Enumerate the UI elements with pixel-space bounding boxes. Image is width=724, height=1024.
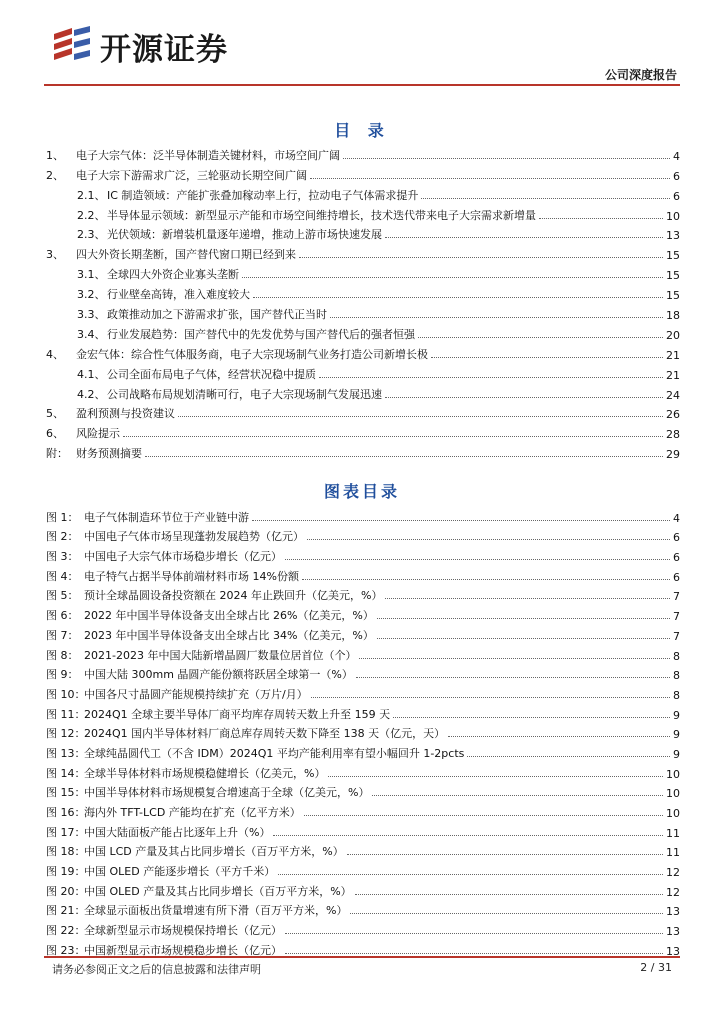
toc-text: 行业壁垒高铸，准入难度较大: [107, 288, 250, 302]
toc-entry[interactable]: [46, 262, 680, 282]
figure-text: 中国新型显示市场规模稳步增长（亿元）: [84, 943, 282, 957]
figure-entry[interactable]: [46, 505, 680, 525]
toc-page: 6: [673, 169, 680, 183]
figure-number: 图 6：: [46, 609, 79, 623]
toc-entry[interactable]: [46, 163, 680, 183]
dot-leader: [343, 158, 670, 159]
figure-page: 4: [673, 511, 680, 525]
dot-leader: [539, 218, 663, 219]
figure-text: 预计全球晶圆设备投资额在 2024 年止跌回升（亿美元，%）: [84, 589, 383, 603]
toc-text: 盈利预测与投资建议: [76, 407, 175, 421]
figures-title: 图表目录: [323, 482, 400, 501]
toc-number: 1、: [46, 148, 64, 162]
dot-leader: [178, 416, 663, 417]
figure-number: 图 7：: [46, 628, 79, 642]
dot-leader: [253, 297, 663, 298]
figure-number: 图 13：: [46, 746, 86, 760]
figure-entry[interactable]: [46, 741, 680, 761]
toc-text: 公司全面布局电子气体，经营状况稳中提质: [107, 367, 316, 381]
dot-leader: [467, 756, 670, 757]
dot-leader: [355, 894, 663, 895]
figure-page: 7: [673, 629, 680, 643]
figure-page: 11: [666, 826, 680, 840]
figure-page: 10: [666, 787, 680, 801]
toc-number: 2、: [46, 168, 64, 182]
report-type: 公司深度报告: [604, 68, 677, 82]
toc-title: 目 录: [334, 121, 390, 140]
figure-entry[interactable]: [46, 938, 680, 958]
figure-page: 13: [666, 944, 680, 958]
figure-entry[interactable]: [46, 800, 680, 820]
figure-page: 7: [673, 610, 680, 624]
figure-number: 图 9：: [46, 668, 79, 682]
toc-entry[interactable]: [46, 203, 680, 223]
figure-page: 12: [666, 866, 680, 880]
figure-page: 9: [673, 708, 680, 722]
figure-page: 13: [666, 925, 680, 939]
figure-entry[interactable]: [46, 859, 680, 879]
figure-page: 8: [673, 688, 680, 702]
toc-entry[interactable]: [46, 382, 680, 402]
toc-number: 4.2、: [77, 387, 106, 401]
figure-number: 图 1：: [46, 510, 79, 524]
figure-text: 中国大陆 300mm 晶圆产能份额将跃居全球第一（%）: [84, 668, 353, 682]
dot-leader: [328, 776, 663, 777]
toc-number: 3.3、: [77, 308, 106, 322]
toc-text: 光伏领域：新增装机量逐年递增，推动上游市场快速发展: [107, 228, 382, 242]
toc-text: IC 制造领域：产能扩张叠加稼动率上行，拉动电子气体需求提升: [107, 188, 419, 202]
figure-page: 8: [673, 669, 680, 683]
toc-page: 15: [666, 249, 680, 263]
toc-entry[interactable]: [46, 143, 680, 163]
dot-leader: [285, 559, 670, 560]
figure-text: 2024Q1 国内半导体材料厂商总库存周转天数下降至 138 天（亿元，天）: [84, 727, 446, 741]
figure-number: 图 12：: [46, 727, 86, 741]
toc-number: 3、: [46, 248, 64, 262]
dot-leader: [330, 317, 663, 318]
figure-text: 全球显示面板出货量增速有所下滑（百万平方米，%）: [84, 904, 348, 918]
figure-text: 中国电子大宗气体市场稳步增长（亿元）: [84, 550, 282, 564]
toc-number: 2.1、: [77, 188, 106, 202]
figure-number: 图 23：: [46, 943, 86, 957]
dot-leader: [242, 277, 663, 278]
dot-leader: [377, 618, 670, 619]
figure-text: 中国大陆面板产能占比逐年上升（%）: [84, 825, 271, 839]
toc-entry[interactable]: [46, 362, 680, 382]
toc-entry[interactable]: [46, 421, 680, 441]
figure-entry[interactable]: [46, 623, 680, 643]
figure-page: 9: [673, 728, 680, 742]
figure-text: 中国 OLED 产能逐步增长（平方千米）: [84, 865, 276, 879]
figure-text: 中国 LCD 产量及其占比同步增长（百万平方米，%）: [84, 845, 344, 859]
figure-page: 6: [673, 531, 680, 545]
dot-leader: [278, 874, 663, 875]
toc-page: 4: [673, 149, 680, 163]
dot-leader: [356, 677, 670, 678]
dot-leader: [372, 795, 663, 796]
figure-number: 图 14：: [46, 766, 86, 780]
figure-text: 2023 年中国半导体设备支出全球占比 34%（亿美元，%）: [84, 628, 374, 642]
dot-leader: [304, 815, 663, 816]
toc-number: 附：: [46, 447, 68, 461]
figure-number: 图 10：: [46, 687, 86, 701]
company-name: 开源证券: [100, 31, 228, 68]
figure-entry[interactable]: [46, 682, 680, 702]
toc-entry[interactable]: [46, 223, 680, 243]
page-number: 2 / 31: [640, 961, 672, 974]
figure-entry[interactable]: [46, 525, 680, 545]
figure-page: 10: [666, 807, 680, 820]
figure-entry[interactable]: [46, 781, 680, 801]
figure-text: 2022 年中国半导体设备支出全球占比 26%（亿美元，%）: [84, 609, 374, 623]
toc-page: 10: [666, 209, 680, 223]
figures-list: [46, 505, 680, 958]
dot-leader: [145, 456, 663, 457]
figure-text: 海内外 TFT-LCD 产能均在扩充（亿平方米）: [84, 806, 301, 819]
toc-number: 6、: [46, 427, 64, 441]
figure-number: 图 4：: [46, 569, 79, 583]
figure-number: 图 18：: [46, 845, 86, 859]
dot-leader: [350, 913, 663, 914]
dot-leader: [319, 377, 663, 378]
figure-number: 图 17：: [46, 825, 86, 839]
toc-entry[interactable]: [46, 441, 680, 461]
toc-number: 2.3、: [77, 228, 106, 242]
figure-text: 中国半导体材料市场规模复合增速高于全球（亿美元，%）: [84, 786, 370, 800]
toc-entry[interactable]: [46, 282, 680, 302]
figure-entry[interactable]: [46, 820, 680, 840]
dot-leader: [377, 638, 670, 639]
toc-text: 电子大宗下游需求广泛，三轮驱动长期空间广阔: [76, 168, 307, 182]
toc-number: 5、: [46, 407, 64, 421]
figure-number: 图 3：: [46, 550, 79, 564]
dot-leader: [273, 835, 663, 836]
toc-number: 3.1、: [77, 268, 106, 282]
figure-number: 图 19：: [46, 865, 86, 879]
figure-page: 6: [673, 551, 680, 565]
figure-text: 全球半导体材料市场规模稳健增长（亿美元，%）: [84, 766, 326, 780]
toc-page: 13: [666, 229, 680, 243]
figure-entry[interactable]: [46, 603, 680, 623]
toc-page: 21: [666, 348, 680, 362]
dot-leader: [431, 357, 663, 358]
figure-text: 全球新型显示市场规模保持增长（亿元）: [84, 924, 282, 938]
figure-entry[interactable]: [46, 879, 680, 899]
figure-entry[interactable]: [46, 702, 680, 722]
figure-number: 图 21：: [46, 904, 86, 918]
toc-text: 财务预测摘要: [76, 447, 142, 461]
figure-number: 图 20：: [46, 884, 86, 898]
toc-page: 29: [666, 448, 680, 462]
dot-leader: [448, 736, 670, 737]
toc-text: 半导体显示领域：新型显示产能和市场空间维持增长，技术迭代带来电子大宗需求新增量: [107, 208, 536, 222]
toc-text: 金宏气体：综合性气体服务商，电子大宗现场制气业务打造公司新增长极: [76, 347, 428, 361]
dot-leader: [418, 337, 663, 338]
figure-text: 2021-2023 年中国大陆新增晶圆厂数量位居首位（个）: [84, 648, 357, 662]
figure-text: 中国各尺寸晶圆产能规模持续扩充（万片/月）: [84, 687, 308, 701]
dot-leader: [385, 598, 670, 599]
figure-number: 图 2：: [46, 530, 79, 544]
figure-page: 8: [673, 649, 680, 663]
figure-number: 图 11：: [46, 707, 86, 721]
toc-page: 15: [666, 289, 680, 303]
figure-number: 图 16：: [46, 806, 86, 819]
toc-number: 3.2、: [77, 288, 106, 302]
figure-text: 2024Q1 全球主要半导体厂商平均库存周转天数上升至 159 天: [84, 707, 391, 721]
figure-entry[interactable]: [46, 840, 680, 860]
dot-leader: [385, 237, 663, 238]
dot-leader: [252, 520, 670, 521]
dot-leader: [385, 397, 663, 398]
toc-text: 风险提示: [76, 427, 120, 441]
figure-number: 图 8：: [46, 648, 79, 662]
dot-leader: [311, 697, 670, 698]
toc-page: 6: [673, 189, 680, 203]
figure-entry[interactable]: [46, 544, 680, 564]
figure-entry[interactable]: [46, 918, 680, 938]
toc-entry[interactable]: [46, 183, 680, 203]
dot-leader: [307, 539, 670, 540]
figure-page: 7: [673, 590, 680, 604]
toc-text: 全球四大外资企业寡头垄断: [107, 268, 239, 282]
dot-leader: [302, 579, 670, 580]
figure-text: 中国电子气体市场呈现蓬勃发展趋势（亿元）: [84, 530, 304, 544]
toc-entry[interactable]: [46, 342, 680, 362]
dot-leader: [299, 257, 663, 258]
figure-entry[interactable]: [46, 564, 680, 584]
toc-page: 15: [666, 269, 680, 283]
toc-number: 4.1、: [77, 367, 106, 381]
figure-page: 12: [666, 885, 680, 899]
figure-text: 中国 OLED 产量及其占比同步增长（百万平方米，%）: [84, 884, 352, 898]
toc-text: 电子大宗气体：泛半导体制造关键材料，市场空间广阔: [76, 148, 340, 162]
dot-leader: [285, 933, 663, 934]
logo-icon: [50, 26, 94, 66]
figure-number: 图 5：: [46, 589, 79, 603]
toc-list: [46, 143, 680, 461]
toc-number: 3.4、: [77, 327, 106, 341]
toc-page: 28: [666, 428, 680, 442]
figure-number: 图 22：: [46, 924, 86, 938]
toc-text: 政策推动加之下游需求扩张，国产替代正当时: [107, 308, 327, 322]
figure-entry[interactable]: [46, 663, 680, 683]
dot-leader: [285, 953, 663, 954]
figure-entry[interactable]: [46, 761, 680, 781]
toc-number: 4、: [46, 347, 64, 361]
toc-text: 四大外资长期垄断，国产替代窗口期已经到来: [76, 248, 296, 262]
toc-entry[interactable]: [46, 322, 680, 342]
dot-leader: [393, 717, 670, 718]
dot-leader: [359, 658, 670, 659]
company-logo: [50, 26, 228, 66]
footer-disclaimer: 请务必参阅正文之后的信息披露和法律声明: [52, 963, 261, 976]
toc-text: 公司战略布局规划清晰可行，电子大宗现场制气发展迅速: [107, 387, 382, 401]
figure-page: 11: [666, 846, 680, 860]
figure-text: 电子特气占据半导体前端材料市场 14%份额: [84, 569, 299, 583]
toc-text: 行业发展趋势：国产替代中的先发优势与国产替代后的强者恒强: [107, 327, 415, 341]
toc-number: 2.2、: [77, 208, 106, 222]
figure-page: 13: [666, 905, 680, 919]
figure-entry[interactable]: [46, 722, 680, 742]
toc-page: 24: [666, 388, 680, 402]
figure-entry[interactable]: [46, 899, 680, 919]
dot-leader: [310, 178, 670, 179]
toc-entry[interactable]: [46, 402, 680, 422]
toc-page: 20: [666, 328, 680, 342]
figure-page: 9: [673, 747, 680, 761]
header-divider: [44, 84, 680, 86]
figure-text: 电子气体制造环节位于产业链中游: [84, 510, 249, 524]
dot-leader: [347, 854, 663, 855]
dot-leader: [421, 198, 670, 199]
figure-entry[interactable]: [46, 584, 680, 604]
toc-page: 26: [666, 408, 680, 422]
toc-entry[interactable]: [46, 302, 680, 322]
figure-page: 6: [673, 570, 680, 584]
figure-text: 全球纯晶圆代工（不含 IDM）2024Q1 平均产能利用率有望小幅回升 1-2pcts: [84, 746, 465, 760]
dot-leader: [123, 436, 663, 437]
figure-entry[interactable]: [46, 643, 680, 663]
figure-page: 10: [666, 767, 680, 781]
toc-entry[interactable]: [46, 242, 680, 262]
figure-number: 图 15：: [46, 786, 86, 800]
footer-divider: [44, 956, 680, 958]
toc-page: 21: [666, 368, 680, 382]
toc-page: 18: [666, 309, 680, 323]
